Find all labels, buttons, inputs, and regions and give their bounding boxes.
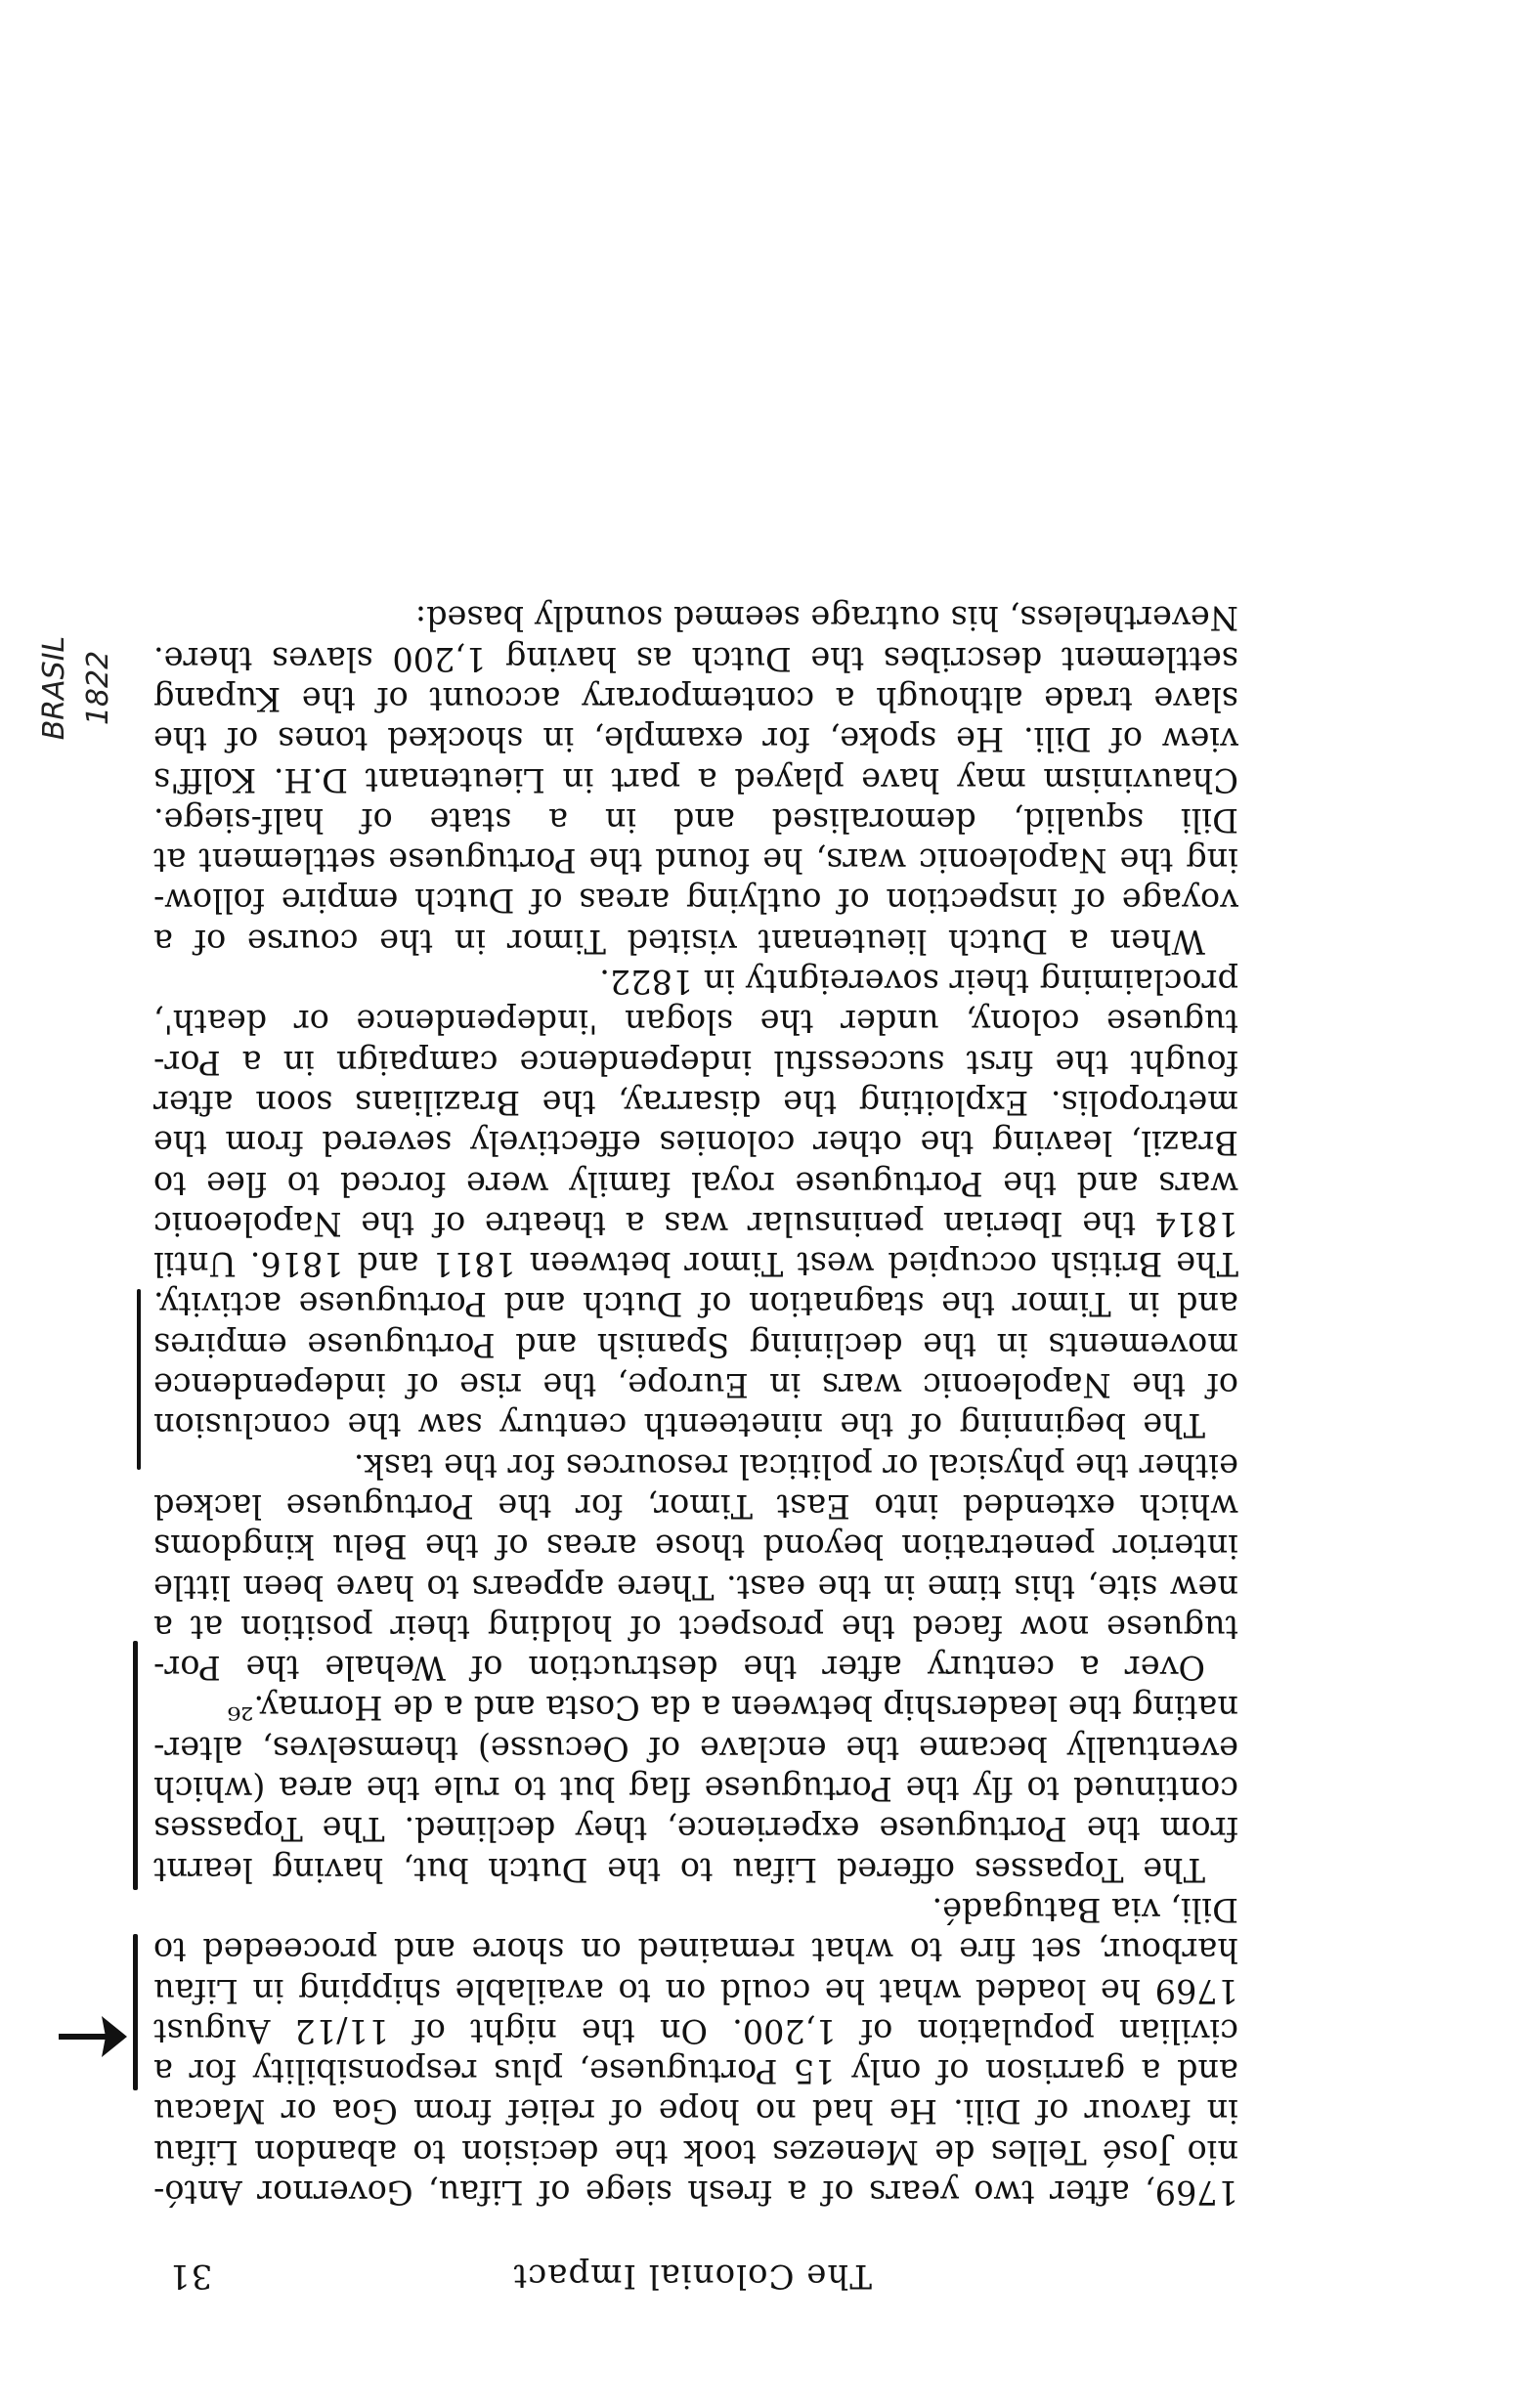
text-line: either the physical or political resources for the task. <box>353 1446 1238 1485</box>
body-text <box>153 598 1238 2213</box>
margin-bar <box>137 1289 141 1470</box>
text-line: Nevertheless, his outrage seemed soundly based: <box>414 599 1238 638</box>
text-line: Dili, via Batugadé. <box>932 1890 1238 1929</box>
text-line: metropolis. Exploiting the disarray, the Brazilians soon after <box>153 1083 1238 1122</box>
margin-bar <box>133 1934 138 2090</box>
text-line: The British occupied west Timor between 1811 and 1816. Until <box>153 1245 1238 1284</box>
text-line: voyage of inspection of outlying areas of Dutch empire follow- <box>153 882 1238 921</box>
text-line: movements in the declining Spanish and Portuguese empires <box>153 1325 1238 1364</box>
text-line: 1769 he loaded what he could on to available shipping in Lifau <box>153 1971 1238 2010</box>
text-line: which extended into East Timor, for the Portuguese lacked <box>153 1486 1238 1526</box>
text-line: fought the first successful independence campaign in a Por- <box>153 1043 1238 1082</box>
text-line: Over a century after the destruction of Wehale the Por- <box>153 1649 1205 1688</box>
text-line: harbour, set fire to what remained on shore and proceeded to <box>153 1931 1238 1970</box>
running-header <box>168 2247 1234 2296</box>
annotation-year: 1822 <box>81 650 115 726</box>
text-line: eventually became the enclave of Oecusse) themselves, alter- <box>153 1729 1238 1768</box>
text-line: wars and the Portuguese royal family were forced to flee to <box>153 1164 1238 1203</box>
text-line: tuguese now faced the prospect of holding their position at a <box>153 1608 1238 1647</box>
text-line: 1814 the Iberian peninsular was a theatre of the Napoleonic <box>153 1204 1238 1243</box>
text-line: civilian population of 1,200. On the night of 11/12 August <box>153 2011 1238 2050</box>
text-line: settlement describes the Dutch as having 1,200 slaves there. <box>153 639 1238 678</box>
text-line: new site, this time in the east. There appears to have been little <box>153 1568 1238 1607</box>
margin-arrow-icon <box>53 2002 131 2071</box>
handwritten-annotation <box>20 595 137 781</box>
text-line: and in Timor the stagnation of Dutch and Portuguese activity. <box>153 1285 1238 1324</box>
page-number: 31 <box>168 2257 213 2296</box>
text-line: The Topasses offered Lifau to the Dutch but, having learnt <box>153 1850 1205 1889</box>
text-line: and a garrison of only 15 Portuguese, plus responsibility for a <box>153 2052 1238 2091</box>
text-line: Dili squalid, demoralised and in a state of half-siege. <box>153 800 1238 839</box>
text-line: Chauvinism may have played a part in Lieutenant D.H. Kolff's <box>153 760 1238 799</box>
text-line: in favour of Dili. He had no hope of relief from Goa or Macau <box>153 2092 1238 2131</box>
running-head-title: The Colonial Impact <box>512 2257 872 2296</box>
text-line: 1769, after two years of a fresh siege of Lifau, Governor Antó- <box>153 2173 1238 2212</box>
margin-bar <box>133 1641 138 1890</box>
text-line: nating the leadership between a da Costa and a de Hornay.²⁶ <box>227 1689 1238 1728</box>
text-line: When a Dutch lieutenant visited Timor in the course of a <box>153 922 1205 961</box>
text-line: view of Dili. He spoke, for example, in shocked tones of the <box>153 720 1238 759</box>
text-line: proclaiming their sovereignty in 1822. <box>599 963 1238 1002</box>
text-line: nio José Telles de Menezes took the decision to abandon Lifau <box>153 2132 1238 2172</box>
text-line: Brazil, leaving the other colonies effectively severed from the <box>153 1124 1238 1163</box>
text-line: slave trade although a contemporary account of the Kupang <box>153 680 1238 719</box>
text-line: ing the Napoleonic wars, he found the Portuguese settlement at <box>153 841 1238 881</box>
text-line: The beginning of the nineteenth century saw the conclusion <box>153 1406 1205 1445</box>
text-line: continued to fly the Portuguese flag but to rule the area (which <box>153 1770 1238 1809</box>
text-line: of the Napoleonic wars in Europe, the rise of independence <box>153 1366 1238 1405</box>
annotation-brasil: BRASIL <box>37 635 71 741</box>
text-line: from the Portuguese experience, they declined. The Topasses <box>153 1810 1238 1849</box>
text-line: tuguese colony, under the slogan 'independence or death', <box>153 1003 1238 1042</box>
text-line: interior penetration beyond those areas of the Belu kingdoms <box>153 1527 1238 1567</box>
